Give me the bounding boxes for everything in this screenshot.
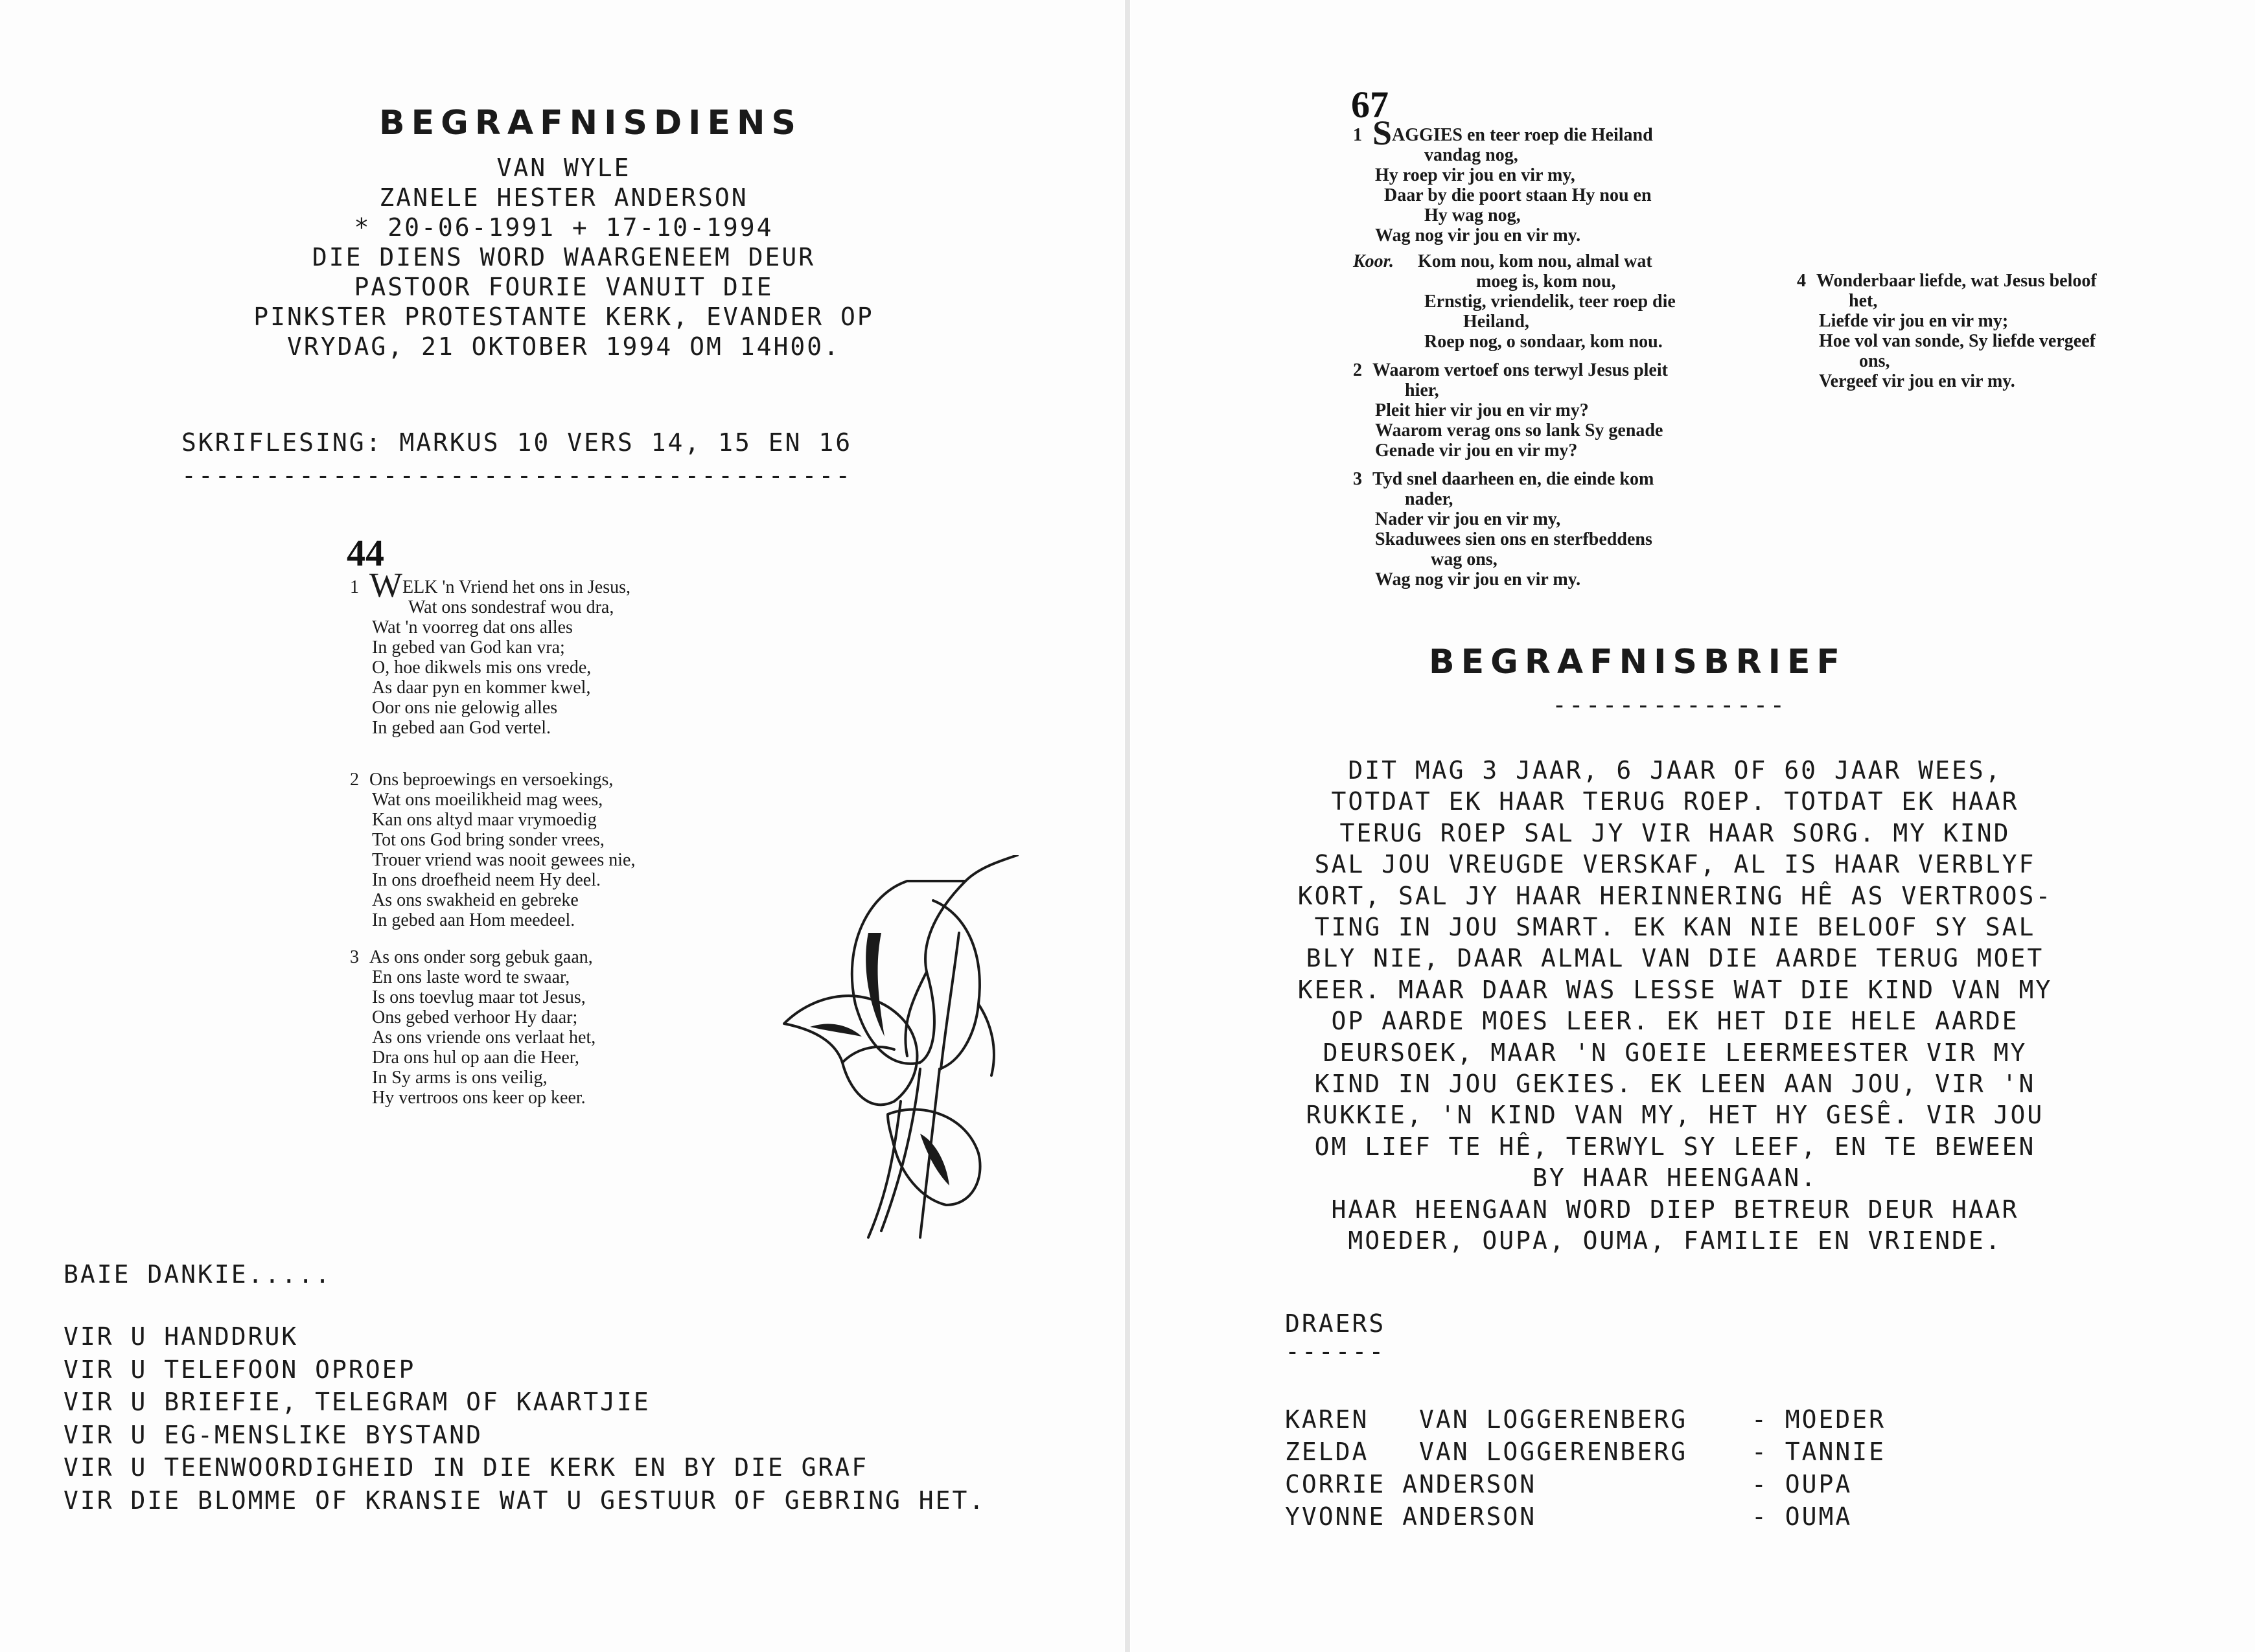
stanza-line: In gebed aan Hom meedeel. (372, 910, 575, 930)
stanza-line: Dra ons hul op aan die Heer, (372, 1048, 579, 1068)
stanza-line: Heiland, (1463, 312, 1529, 332)
stanza-line: Tot ons God bring sonder vrees, (372, 830, 605, 850)
header-line: PASTOOR FOURIE VANUIT DIE (354, 273, 774, 301)
letter-title-rule: -------------- (1552, 691, 1787, 719)
bearer-row (1285, 1436, 1886, 1468)
bearers-rule: ------ (1285, 1337, 1386, 1366)
header-line: DIE DIENS WORD WAARGENEEM DEUR (312, 243, 816, 271)
stanza-line: ons, (1859, 351, 1890, 371)
header-line: PINKSTER PROTESTANTE KERK, EVANDER OP (253, 303, 874, 331)
stanza-line: Wonderbaar liefde, wat Jesus beloof (1816, 271, 2097, 291)
letter-line: OP AARDE MOES LEER. EK HET DIE HELE AARDE (1331, 1007, 2019, 1036)
hymn-44-stanza-3 (350, 947, 596, 1108)
stanza-line: En ons laste word te swaar, (372, 967, 570, 987)
letter-line: TOTDAT EK HAAR TERUG ROEP. TOTDAT EK HAAR (1331, 787, 2019, 816)
thanks-line: VIR U EG-MENSLIKE BYSTAND (64, 1420, 483, 1449)
letter-line: KIND IN JOU GEKIES. EK LEEN AAN JOU, VIR 'N (1314, 1070, 2036, 1099)
service-title: BEGRAFNISDIENS (379, 104, 802, 143)
letter-line: MOEDER, OUPA, OUMA, FAMILIE EN VRIENDE. (1348, 1226, 2002, 1256)
left-page (0, 0, 1124, 1652)
thanks-title: BAIE DANKIE..... (64, 1260, 332, 1289)
header-line: VAN WYLE (496, 154, 631, 182)
stanza-line: In Sy arms is ons veilig, (372, 1068, 548, 1088)
thanks-list (64, 1320, 986, 1517)
hymn-67-stanza-1 (1353, 113, 1653, 246)
stanza-line: Ernstig, vriendelik, teer roep die (1424, 292, 1676, 312)
stanza-line: Wat 'n voorreg dat ons alles (372, 617, 573, 637)
stanza-number: 3 (1353, 469, 1362, 489)
bearer-name: CORRIE ANDERSON (1285, 1470, 1537, 1498)
stanza-line: In ons droefheid neem Hy deel. (372, 870, 601, 890)
stanza-number: 1 (350, 577, 359, 597)
thanks-line: VIR U TELEFOON OPROEP (64, 1355, 416, 1384)
stanza-line: Skaduwees sien ons en sterfbeddens (1375, 529, 1652, 549)
stanza-line: Kom nou, kom nou, almal wat (1418, 251, 1652, 271)
hymn-67-stanza-4 (1797, 271, 2097, 391)
letter-line: KEER. MAAR DAAR WAS LESSE WAT DIE KIND VAN MY (1297, 975, 2053, 1004)
bearer-row (1285, 1403, 1886, 1436)
stanza-line: As ons swakheid en gebreke (372, 890, 579, 910)
hymn-67-stanza-3 (1353, 469, 1654, 590)
stanza-line: Nader vir jou en vir my, (1375, 509, 1561, 529)
scripture-rule: ---------------------------------------- (181, 461, 853, 490)
bearer-row (1285, 1500, 1886, 1533)
letter-line: BLY NIE, DAAR ALMAL VAN DIE AARDE TERUG MOET (1306, 944, 2044, 973)
header-line: * 20-06-1991 + 17-10-1994 (354, 213, 774, 242)
stanza-line: As ons vriende ons verlaat het, (372, 1027, 596, 1048)
stanza-line: vandag nog, (1424, 145, 1518, 165)
stanza-line: Ons gebed verhoor Hy daar; (372, 1007, 578, 1027)
letter-line: TERUG ROEP SAL JY VIR HAAR SORG. MY KIND (1339, 818, 2011, 847)
dropcap: S (1372, 113, 1393, 152)
header-line: VRYDAG, 21 OKTOBER 1994 OM 14H00. (287, 332, 840, 361)
stanza-line: Ons beproewings en versoekings, (369, 770, 614, 790)
stanza-number: 4 (1797, 271, 1806, 291)
hymn-number: 44 (347, 532, 384, 574)
stanza-line: Wag nog vir jou en vir my. (1375, 569, 1581, 590)
stanza-number: 2 (1353, 360, 1362, 380)
bearer-name: KAREN VAN LOGGERENBERG (1285, 1405, 1688, 1434)
letter-title: BEGRAFNISBRIEF (1429, 643, 1847, 682)
stanza-line: Waarom vertoef ons terwyl Jesus pleit (1372, 360, 1668, 380)
stanza-line: In gebed van God kan vra; (372, 637, 565, 658)
stanza-line: As daar pyn en kommer kwel, (372, 678, 591, 698)
stanza-line: In gebed aan God vertel. (372, 718, 551, 738)
bearers-list (1285, 1403, 1886, 1533)
stanza-line: Roep nog, o sondaar, kom nou. (1424, 332, 1663, 352)
letter-line: RUKKIE, 'N KIND VAN MY, HET HY GESÊ. VIR JOU (1306, 1101, 2044, 1130)
thanks-line: VIR DIE BLOMME OF KRANSIE WAT U GESTUUR OF GEBRING HET. (64, 1486, 986, 1515)
bearer-name: YVONNE ANDERSON (1285, 1502, 1537, 1531)
stanza-number: 3 (350, 947, 359, 967)
bearer-role: - OUPA (1752, 1470, 1853, 1498)
letter-line: DEURSOEK, MAAR 'N GOEIE LEERMEESTER VIR MY (1323, 1038, 2028, 1067)
stanza-line: As ons onder sorg gebuk gaan, (369, 947, 593, 967)
hymn-67-stanza-2 (1353, 360, 1668, 461)
funeral-letter (1273, 755, 2077, 1257)
bearer-name: ZELDA VAN LOGGERENBERG (1285, 1438, 1688, 1466)
stanza-line: Wag nog vir jou en vir my. (1375, 225, 1581, 246)
letter-line: DIT MAG 3 JAAR, 6 JAAR OF 60 JAAR WEES, (1348, 756, 2002, 785)
stanza-line: Pleit hier vir jou en vir my? (1375, 400, 1589, 420)
letter-line: HAAR HEENGAAN WORD DIEP BETREUR DEUR HAAR (1331, 1195, 2019, 1224)
hymn-67-chorus (1353, 251, 1676, 352)
header-line: ZANELE HESTER ANDERSON (379, 183, 748, 212)
stanza-line: Waarom verag ons so lank Sy genade (1375, 420, 1663, 441)
stanza-number: 2 (350, 770, 359, 790)
thanks-line: VIR U TEENWOORDIGHEID IN DIE KERK EN BY DIE GRAF (64, 1453, 869, 1482)
stanza-number: 1 (1353, 125, 1362, 145)
stanza-line: O, hoe dikwels mis ons vrede, (372, 658, 592, 678)
stanza-line: nader, (1405, 489, 1453, 509)
scripture-reading: SKRIFLESING: MARKUS 10 VERS 14, 15 EN 16 (181, 428, 853, 457)
letter-line: BY HAAR HEENGAAN. (1532, 1164, 1818, 1193)
stanza-line: Hy wag nog, (1424, 205, 1521, 225)
page-fold (1125, 0, 1130, 1652)
letter-line: TING IN JOU SMART. EK KAN NIE BELOOF SY SAL (1314, 913, 2036, 942)
stanza-line: Daar by die poort staan Hy nou en (1384, 185, 1652, 205)
bearer-role: - OUMA (1752, 1502, 1853, 1531)
thanks-line: VIR U HANDDRUK (64, 1322, 299, 1351)
stanza-line: moeg is, kom nou, (1476, 271, 1616, 292)
stanza-line: Genade vir jou en vir my? (1375, 441, 1578, 461)
stanza-line: Is ons toevlug maar tot Jesus, (372, 987, 586, 1007)
stanza-line: Oor ons nie gelowig alles (372, 698, 558, 718)
lily-illustration (771, 855, 1069, 1244)
stanza-line: Trouer vriend was nooit gewees nie, (372, 850, 636, 870)
letter-line: KORT, SAL JY HAAR HERINNERING HÊ AS VERTROOS- (1297, 881, 2053, 910)
stanza-line: Hy vertroos ons keer op keer. (372, 1088, 586, 1108)
stanza-line: Wat ons moeilikheid mag wees, (372, 790, 603, 810)
stanza-line: Kan ons altyd maar vrymoedig (372, 810, 597, 830)
stanza-line: Tyd snel daarheen en, die einde kom (1372, 469, 1654, 489)
right-page (1131, 0, 2255, 1652)
bearer-row (1285, 1468, 1886, 1500)
stanza-line: hier, (1405, 380, 1439, 400)
bearers-title: DRAERS (1285, 1309, 1386, 1338)
letter-line: OM LIEF TE HÊ, TERWYL SY LEEF, EN TE BEWEEN (1314, 1132, 2036, 1161)
chorus-label: Koor. (1353, 251, 1394, 271)
stanza-line: het, (1849, 291, 1878, 311)
dropcap: W (369, 566, 402, 604)
hymn-44-stanza-2 (350, 770, 635, 930)
service-details (156, 153, 972, 361)
thanks-line: VIR U BRIEFIE, TELEGRAM OF KAARTJIE (64, 1388, 651, 1416)
stanza-line: Wat ons sondestraf wou dra, (408, 597, 614, 617)
stanza-line: Hoe vol van sonde, Sy liefde vergeef (1819, 331, 2096, 351)
stanza-line: Vergeef vir jou en vir my. (1819, 371, 2015, 391)
bearer-role: - TANNIE (1752, 1438, 1886, 1466)
stanza-line: Hy roep vir jou en vir my, (1375, 165, 1575, 185)
stanza-line: ELK 'n Vriend het ons in Jesus, (402, 577, 631, 597)
stanza-line: wag ons, (1431, 549, 1498, 569)
letter-line: SAL JOU VREUGDE VERSKAF, AL IS HAAR VERBLYF (1314, 850, 2036, 879)
stanza-line: AGGIES en teer roep die Heiland (1392, 125, 1653, 145)
bearer-role: - MOEDER (1752, 1405, 1886, 1434)
stanza-line: Liefde vir jou en vir my; (1819, 311, 2009, 331)
hymn-44-stanza-1 (350, 566, 631, 738)
hymn-number: 67 (1351, 84, 1389, 126)
